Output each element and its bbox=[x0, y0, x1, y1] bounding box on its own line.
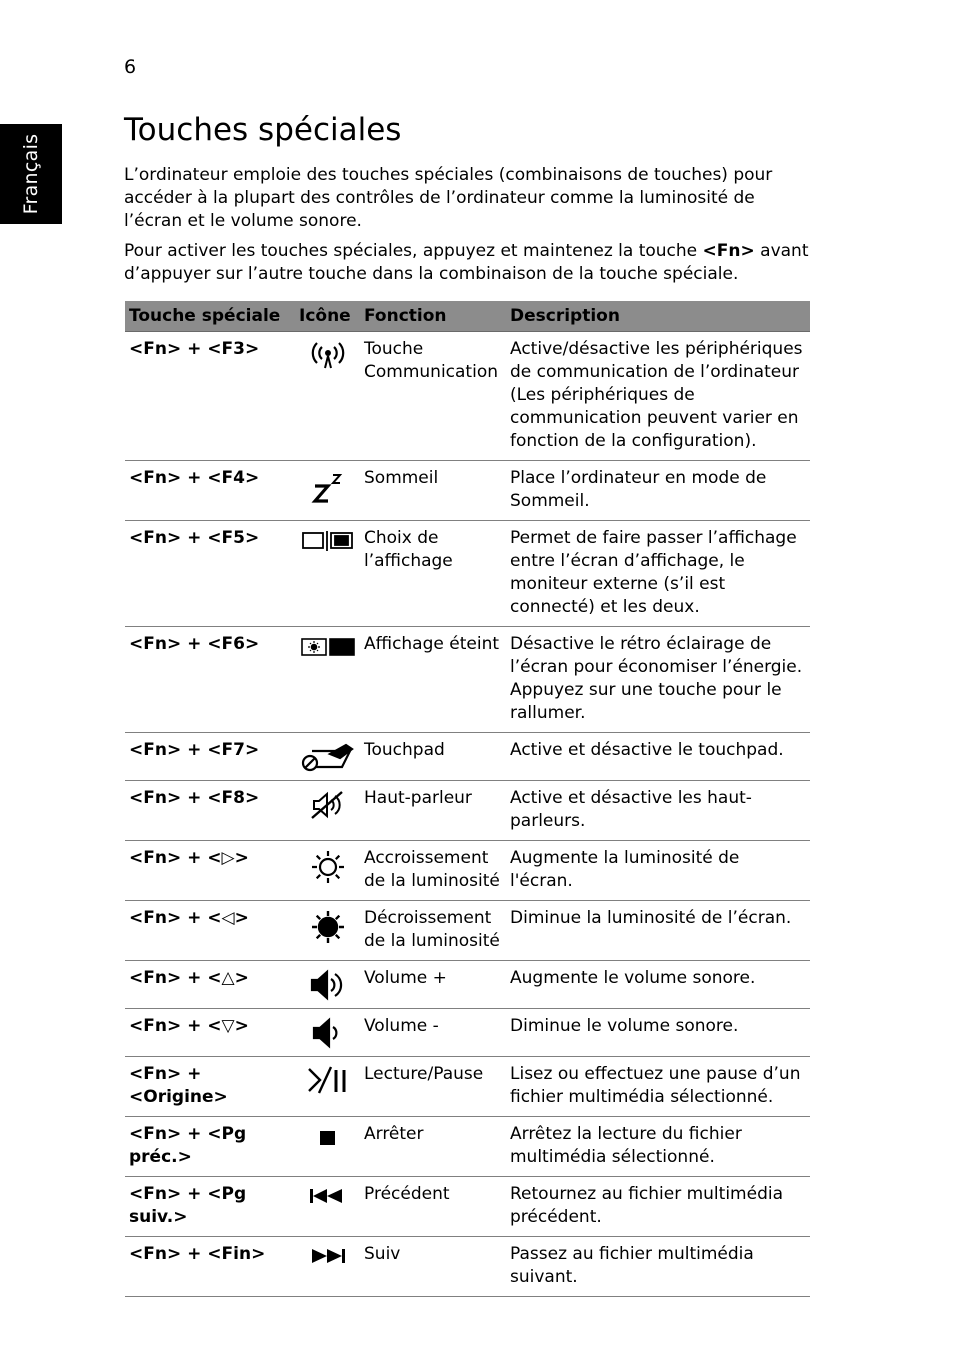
header-function: Fonction bbox=[360, 301, 506, 332]
function-description: Passez au fichier multimédia suivant. bbox=[506, 1237, 810, 1297]
key-combo: <Fn> + <△> bbox=[125, 961, 295, 1009]
brightness-up-icon bbox=[310, 849, 346, 885]
key-combo: <Fn> + <F8> bbox=[125, 781, 295, 841]
function-description: Active et désactive les haut-parleurs. bbox=[506, 781, 810, 841]
activate-text-after: avant d’appuyer sur l’autre touche dans la combinaison de la touche spéciale. bbox=[124, 241, 809, 284]
touchpad-icon bbox=[300, 741, 356, 773]
key-combo: <Fn> + <Pg préc.> bbox=[125, 1117, 295, 1177]
volume-down-icon bbox=[309, 1017, 347, 1049]
previous-track-icon bbox=[308, 1185, 348, 1207]
speaker-mute-icon bbox=[308, 789, 348, 821]
display-off-icon bbox=[300, 635, 356, 659]
function-description: Active/désactive les périphériques de communication de l’ordinateur (Les périphériques de communication peuvent varier en fonction de la configuration). bbox=[506, 332, 810, 461]
function-name: Touchpad bbox=[360, 733, 506, 781]
header-description: Description bbox=[506, 301, 810, 332]
activate-text-before: Pour activer les touches spéciales, appuyez et maintenez la touche bbox=[124, 241, 703, 261]
header-key: Touche spéciale bbox=[125, 301, 295, 332]
function-description: Retournez au fichier multimédia précédent. bbox=[506, 1177, 810, 1237]
wireless-communication-icon bbox=[308, 340, 348, 370]
function-description: Permet de faire passer l’affichage entre l’écran d’affichage, le moniteur externe (s’il est connecté) et les deux. bbox=[506, 521, 810, 627]
table-row bbox=[125, 733, 810, 781]
play-pause-icon bbox=[305, 1065, 351, 1095]
function-name: Affichage éteint bbox=[360, 627, 506, 733]
header-icon: Icône bbox=[295, 301, 360, 332]
table-row bbox=[125, 461, 810, 521]
function-description: Désactive le rétro éclairage de l’écran pour économiser l’énergie. Appuyez sur une touche pour le rallumer. bbox=[506, 627, 810, 733]
table-row bbox=[125, 901, 810, 961]
key-combo: <Fn> + <F4> bbox=[125, 461, 295, 521]
table-header-row bbox=[125, 301, 810, 332]
table-row bbox=[125, 1009, 810, 1057]
intro-paragraph: L’ordinateur emploie des touches spéciales (combinaisons de touches) pour accéder à la plupart des contrôles de l’ordinateur comme la luminosité de l’écran et le volume sonore. bbox=[124, 165, 773, 231]
display-switch-icon bbox=[301, 529, 355, 553]
sleep-icon bbox=[308, 469, 348, 505]
volume-up-icon bbox=[309, 969, 347, 1001]
function-name: Volume - bbox=[360, 1009, 506, 1057]
function-name: Précédent bbox=[360, 1177, 506, 1237]
activate-paragraph bbox=[124, 240, 814, 286]
key-combo: <Fn> + <▽> bbox=[125, 1009, 295, 1057]
table-row bbox=[125, 521, 810, 627]
table-row bbox=[125, 332, 810, 461]
page-title: Touches spéciales bbox=[124, 112, 402, 148]
table-row bbox=[125, 1117, 810, 1177]
language-tab bbox=[0, 124, 62, 224]
function-description: Place l’ordinateur en mode de Sommeil. bbox=[506, 461, 810, 521]
stop-icon bbox=[316, 1125, 340, 1149]
key-combo: <Fn> + <Origine> bbox=[125, 1057, 295, 1117]
table-row bbox=[125, 781, 810, 841]
table-row bbox=[125, 1177, 810, 1237]
function-name: Suiv bbox=[360, 1237, 506, 1297]
fn-key-label: <Fn> bbox=[702, 241, 755, 261]
function-name: Touche Communication bbox=[360, 332, 506, 461]
function-description: Active et désactive le touchpad. bbox=[506, 733, 810, 781]
function-name: Accroissement de la luminosité bbox=[360, 841, 506, 901]
key-combo: <Fn> + <F3> bbox=[125, 332, 295, 461]
function-name: Sommeil bbox=[360, 461, 506, 521]
function-description: Diminue le volume sonore. bbox=[506, 1009, 810, 1057]
function-description: Lisez ou effectuez une pause d’un fichier multimédia sélectionné. bbox=[506, 1057, 810, 1117]
function-name: Décroissement de la luminosité bbox=[360, 901, 506, 961]
function-name: Lecture/Pause bbox=[360, 1057, 506, 1117]
key-combo: <Fn> + <F7> bbox=[125, 733, 295, 781]
key-combo: <Fn> + <Pg suiv.> bbox=[125, 1177, 295, 1237]
special-keys-table bbox=[125, 301, 810, 1297]
function-name: Haut-parleur bbox=[360, 781, 506, 841]
page-number: 6 bbox=[124, 56, 137, 78]
table-row bbox=[125, 841, 810, 901]
table-row bbox=[125, 961, 810, 1009]
language-tab-label: Français bbox=[20, 133, 42, 215]
next-track-icon bbox=[308, 1245, 348, 1267]
function-description: Arrêtez la lecture du fichier multimédia sélectionné. bbox=[506, 1117, 810, 1177]
key-combo: <Fn> + <F6> bbox=[125, 627, 295, 733]
table-row bbox=[125, 1057, 810, 1117]
key-combo: <Fn> + <F5> bbox=[125, 521, 295, 627]
function-name: Choix de l’affichage bbox=[360, 521, 506, 627]
brightness-down-icon bbox=[310, 909, 346, 945]
table-row bbox=[125, 627, 810, 733]
key-combo: <Fn> + <▷> bbox=[125, 841, 295, 901]
function-description: Augmente le volume sonore. bbox=[506, 961, 810, 1009]
key-combo: <Fn> + <Fin> bbox=[125, 1237, 295, 1297]
function-name: Volume + bbox=[360, 961, 506, 1009]
function-description: Diminue la luminosité de l’écran. bbox=[506, 901, 810, 961]
function-description: Augmente la luminosité de l'écran. bbox=[506, 841, 810, 901]
function-name: Arrêter bbox=[360, 1117, 506, 1177]
key-combo: <Fn> + <◁> bbox=[125, 901, 295, 961]
table-row bbox=[125, 1237, 810, 1297]
